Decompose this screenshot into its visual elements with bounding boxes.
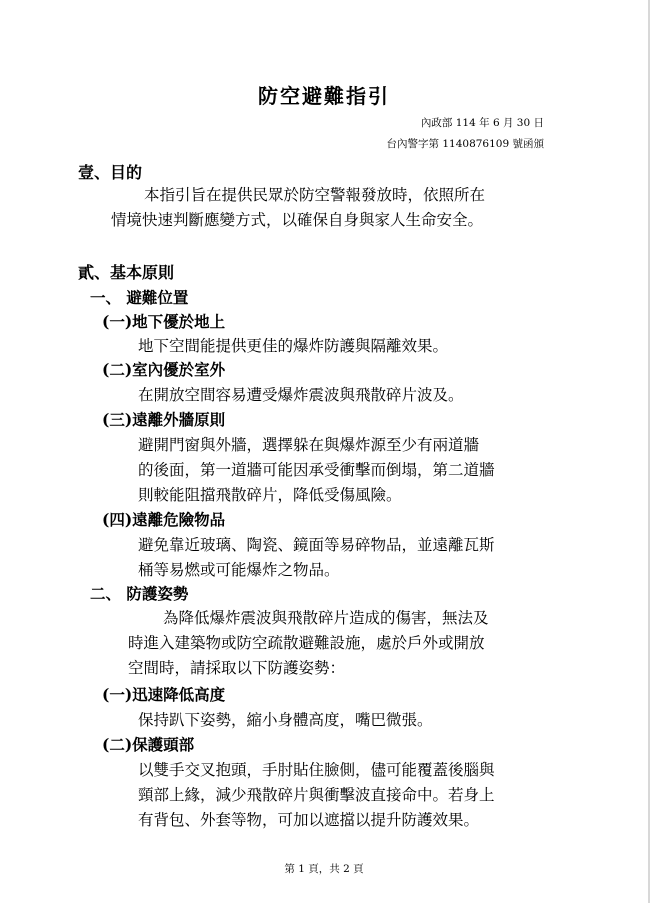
item-heading: (一)地下優於地上 xyxy=(102,312,226,331)
paragraph-line: 在開放空間容易遭受爆炸震波與飛散碎片波及。 xyxy=(138,386,464,404)
paragraph-line: 的後面，第一道牆可能因承受衝擊而倒塌，第二道牆 xyxy=(138,461,495,479)
paragraph-line: 情境快速判斷應變方式，以確保自身與家人生命安全。 xyxy=(111,211,484,229)
paragraph-line: 有背包、外套等物，可加以遮擋以提升防護效果。 xyxy=(138,811,480,829)
paragraph-line: 以雙手交叉抱頭，手肘貼住臉側，儘可能覆蓋後腦與 xyxy=(138,761,495,779)
issuer-date: 內政部 114 年 6 月 30 日 xyxy=(420,117,544,129)
item-heading: (四)遠離危險物品 xyxy=(102,510,226,529)
document-title: 防空避難指引 xyxy=(258,84,390,108)
subsection-heading-protective-posture: 二、 防護姿勢 xyxy=(90,584,189,603)
paragraph-line: 空間時，請採取以下防護姿勢： xyxy=(128,659,346,677)
paragraph-line: 桶等易燃或可能爆炸之物品。 xyxy=(138,561,340,579)
page-footer: 第 1 頁，共 2 頁 xyxy=(284,863,364,875)
paragraph-line: 頸部上緣，減少飛散碎片與衝擊波直接命中。若身上 xyxy=(138,786,495,804)
paragraph-line: 避開門窗與外牆，選擇躲在與爆炸源至少有兩道牆 xyxy=(138,436,480,454)
section-heading-purpose: 壹、目的 xyxy=(78,163,143,182)
item-heading: (二)保護頭部 xyxy=(102,735,195,754)
item-heading: (一)迅速降低高度 xyxy=(102,685,226,704)
item-heading: (二)室內優於室外 xyxy=(102,360,226,379)
item-heading: (三)遠離外牆原則 xyxy=(102,410,226,429)
paragraph-line: 時進入建築物或防空疏散避難設施，處於戶外或開放 xyxy=(128,634,485,652)
section-heading-principles: 貳、基本原則 xyxy=(78,263,175,282)
paragraph-line: 則較能阻擋飛散碎片，降低受傷風險。 xyxy=(138,486,402,504)
reference-number: 台內警字第 1140876109 號函頒 xyxy=(386,138,544,150)
subsection-heading-shelter-location: 一、 避難位置 xyxy=(90,288,189,307)
paragraph-line: 本指引旨在提供民眾於防空警報發放時，依照所在 xyxy=(144,186,486,204)
paragraph-line: 避免靠近玻璃、陶瓷、鏡面等易碎物品，並遠離瓦斯 xyxy=(138,536,495,554)
paragraph-line: 地下空間能提供更佳的爆炸防護與隔離效果。 xyxy=(138,337,449,355)
paragraph-line: 為降低爆炸震波與飛散碎片造成的傷害，無法及 xyxy=(163,609,489,627)
paragraph-line: 保持趴下姿勢，縮小身體高度，嘴巴微張。 xyxy=(138,711,433,729)
